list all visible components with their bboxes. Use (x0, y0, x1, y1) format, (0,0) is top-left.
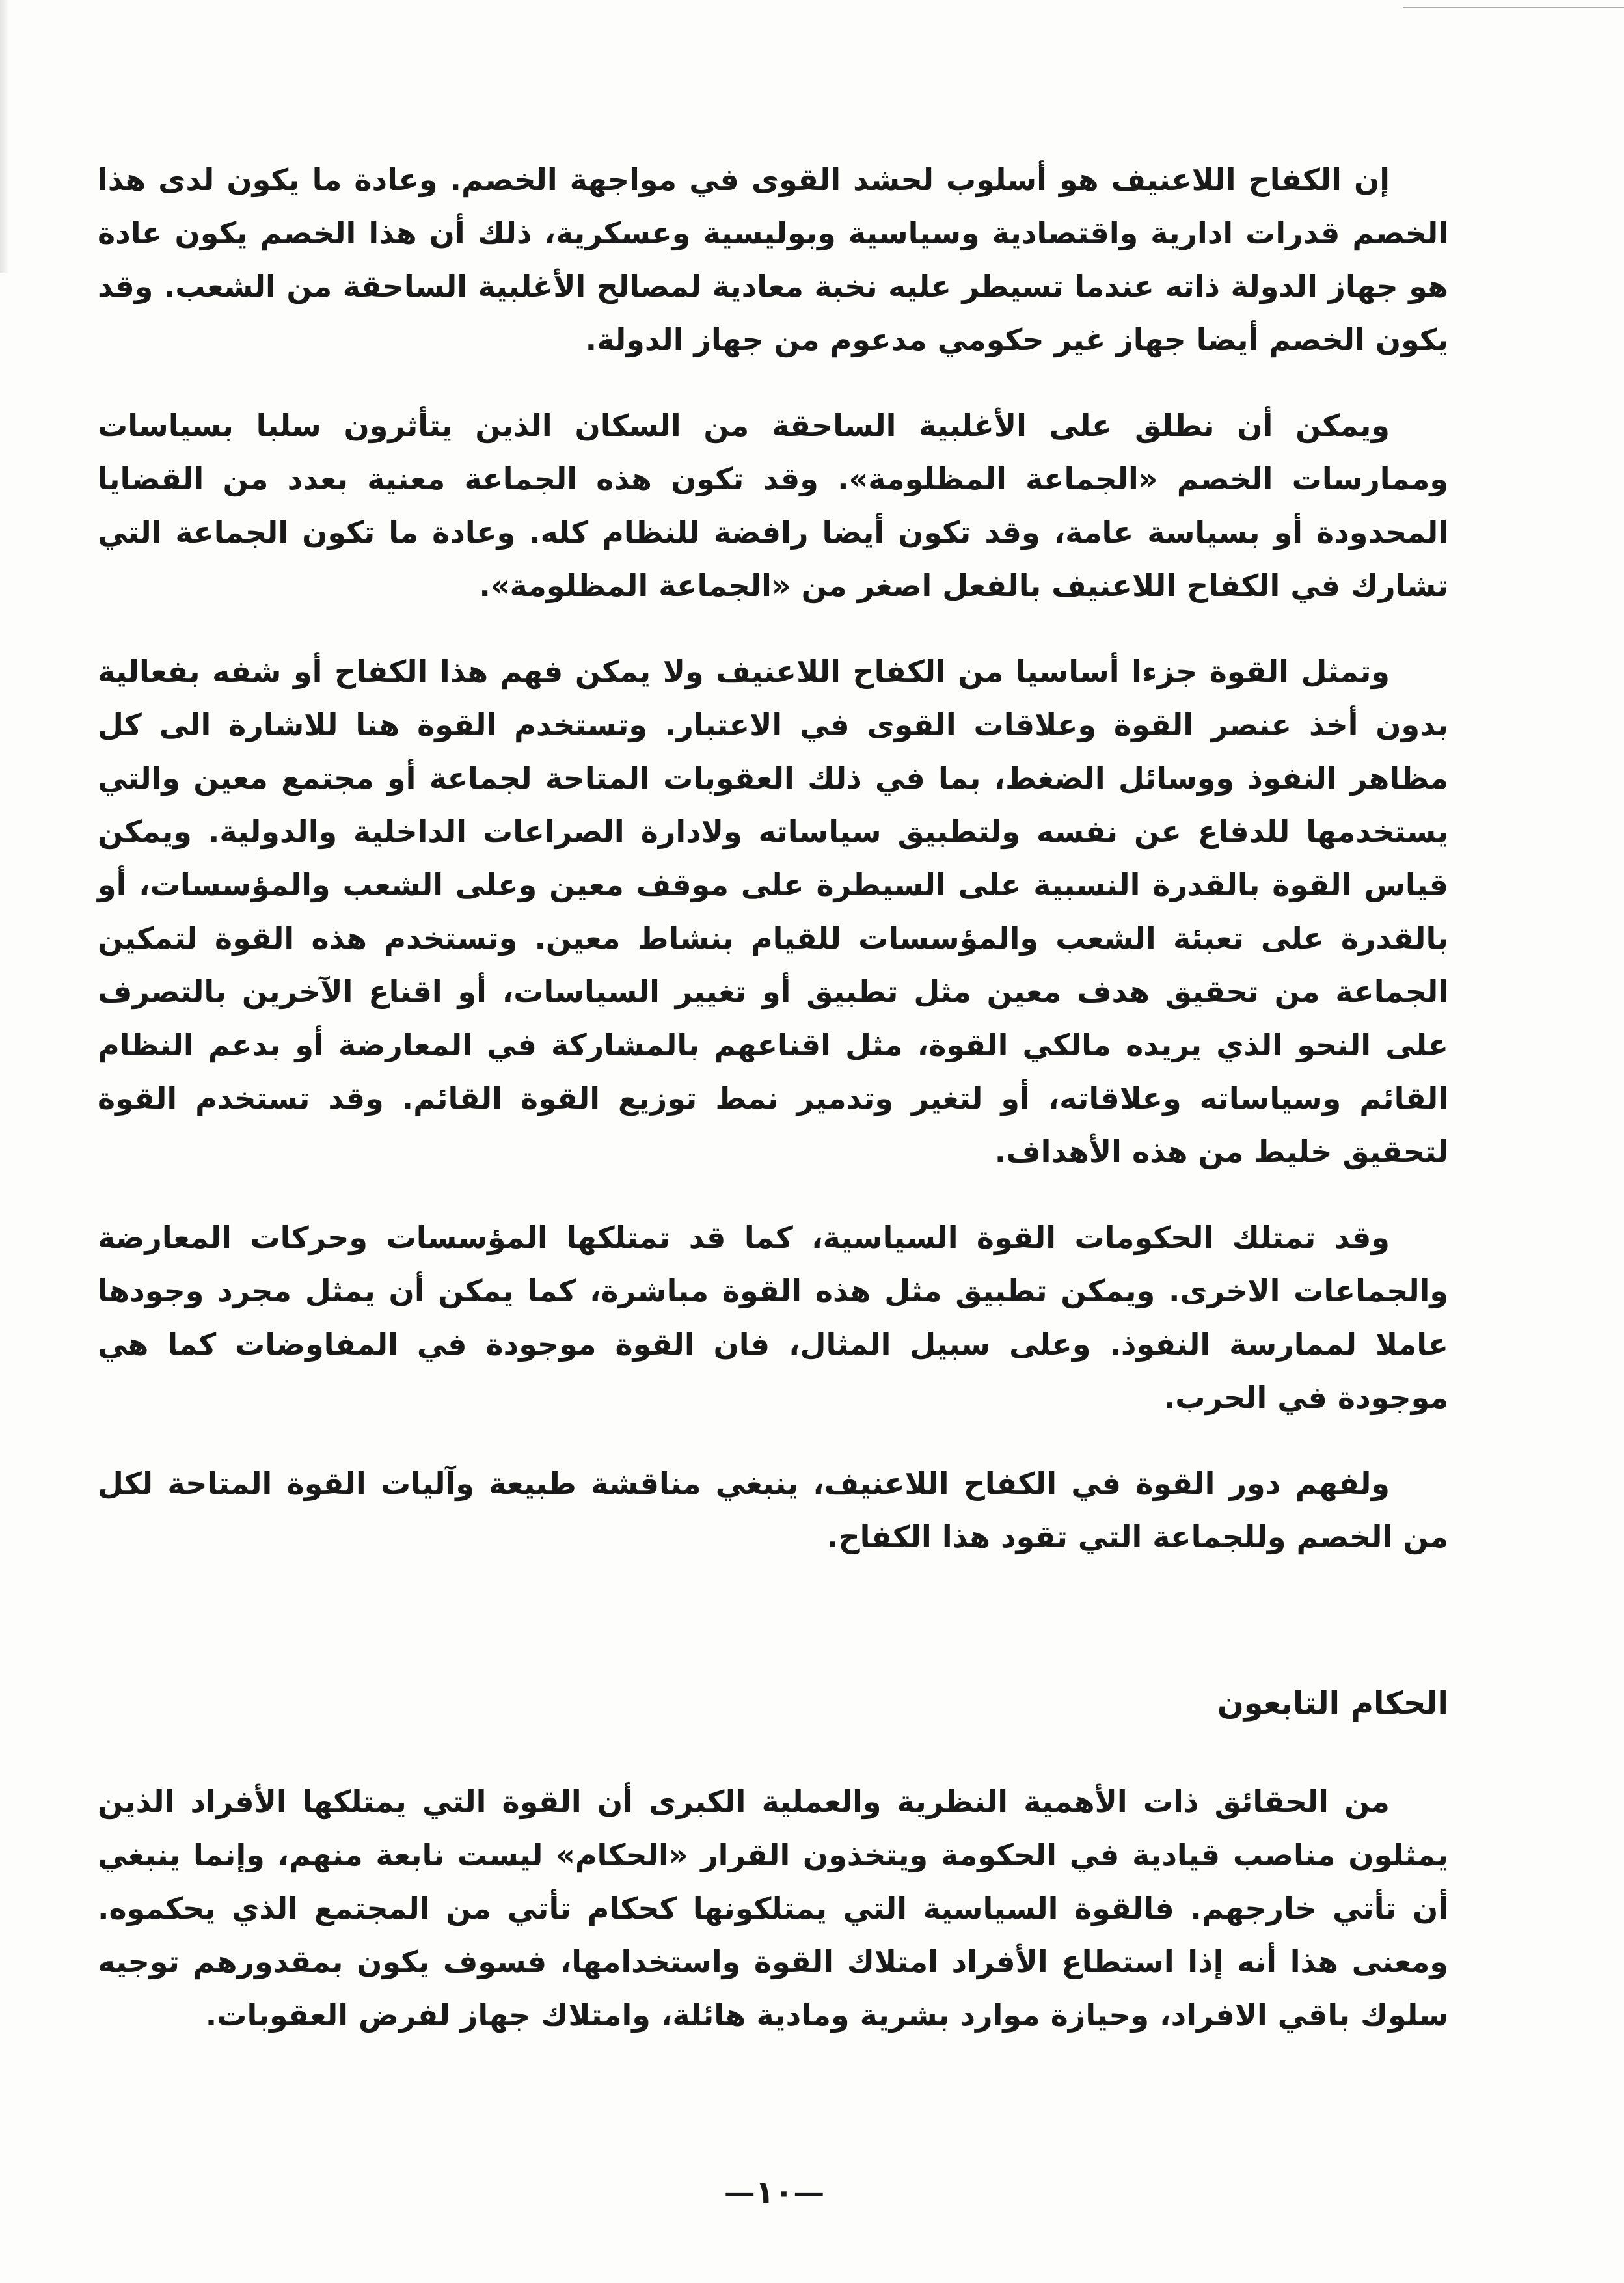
section-heading: الحكام التابعون (1217, 1685, 1448, 1722)
scan-edge-top (1403, 0, 1624, 8)
paragraph-4: وقد تمتلك الحكومات القوة السياسية، كما قد تمتلكها المؤسسات وحركات المعارضة والجماعات الاخرى. ويمكن تطبيق مثل هذه القوة مباشرة، كما يمكن أن يمثل مجرد وجودها عاملا لممارسة النفوذ. وعلى سبيل المثال، فان القوة موجودة في المفاوضات كما هي موجودة في الحرب. (98, 1220, 1448, 1415)
paragraph-1: إن الكفاح اللاعنيف هو أسلوب لحشد القوى في مواجهة الخصم. وعادة ما يكون لدى هذا الخصم قدرات ادارية واقتصادية وسياسية وبوليسية وعسكرية، ذلك أن هذا الخصم يكون عادة هو جهاز الدولة ذاته عندما تسيطر عليه نخبة معادية لمصالح الأغلبية الساحقة من الشعب. وقد يكون الخصم أيضا جهاز غير حكومي مدعوم من جهاز الدولة. (98, 162, 1448, 357)
paragraph-3: وتمثل القوة جزءا أساسيا من الكفاح اللاعنيف ولا يمكن فهم هذا الكفاح أو شفه بفعالية بدون أخذ عنصر القوة وعلاقات القوى في الاعتبار. وتستخدم القوة هنا للاشارة الى كل مظاهر النفوذ ووسائل الضغط، بما في ذلك العقوبات المتاحة لجماعة أو مجتمع معين والتي يستخدمها للدفاع عن نفسه ولتطبيق سياساته ولادارة الصراعات الداخلية والدولية. ويمكن قياس القوة بالقدرة النسبية على السيطرة على موقف معين وعلى الشعب والمؤسسات، أو بالقدرة على تعبئة الشعب والمؤسسات للقيام بنشاط معين. وتستخدم هذه القوة لتمكين الجماعة من تحقيق هدف معين مثل تطبيق أو تغيير السياسات، أو اقناع الآخرين بالتصرف على النحو الذي يريده مالكي القوة، مثل اقناعهم بالمشاركة في المعارضة أو بدعم النظام القائم وسياساته وعلاقاته، أو لتغير وتدمير نمط توزيع القوة القائم. وقد تستخدم القوة لتحقيق خليط من هذه الأهداف. (98, 654, 1448, 1169)
paragraph-6: من الحقائق ذات الأهمية النظرية والعملية الكبرى أن القوة التي يمتلكها الأفراد الذين يمثلون مناصب قيادية في الحكومة ويتخذون القرار «الحكام» ليست نابعة منهم، وإنما ينبغي أن تأتي خارجهم. فالقوة السياسية التي يمتلكونها كحكام تأتي من المجتمع الذي يحكموه. ومعنى هذا أنه إذا استطاع الأفراد امتلاك القوة واستخدامها، فسوف يكون بمقدورهم توجيه سلوك باقي الافراد، وحيازة موارد بشرية ومادية هائلة، وامتلاك جهاز لفرض العقوبات. (98, 1784, 1448, 2033)
page-number (677, 2170, 872, 2215)
paragraph-2: ويمكن أن نطلق على الأغلبية الساحقة من السكان الذين يتأثرون سلبا بسياسات وممارسات الخصم «الجماعة المظلومة». وقد تكون هذه الجماعة معنية بعدد من القضايا المحدودة أو بسياسة عامة، وقد تكون أيضا رافضة للنظام كله. وعادة ما تكون الجماعة التي تشارك في الكفاح اللاعنيف بالفعل اصغر من «الجماعة المظلومة». (98, 408, 1448, 603)
document-body (98, 153, 1448, 2074)
paragraph-5: ولفهم دور القوة في الكفاح اللاعنيف، ينبغي مناقشة طبيعة وآليات القوة المتاحة لكل من الخصم وللجماعة التي تقود هذا الكفاح. (98, 1466, 1448, 1554)
page-number-text: —١٠— (724, 2174, 825, 2211)
scan-edge-left (0, 0, 9, 273)
